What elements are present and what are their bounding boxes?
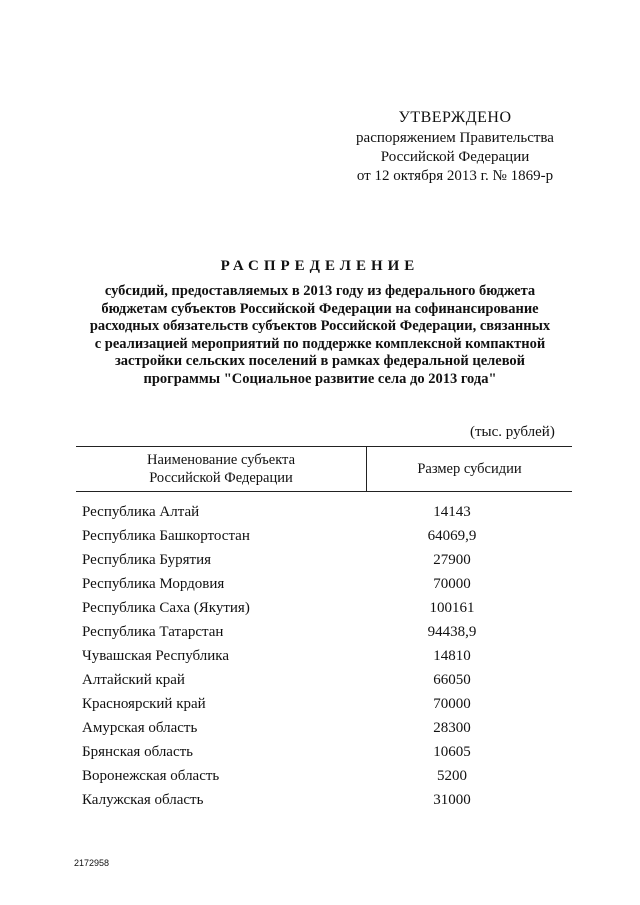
region-name: Республика Алтай — [82, 503, 200, 520]
region-name: Чувашская Республика — [82, 647, 230, 664]
subtitle-line: застройки сельских поселений в рамках федеральной целевой — [114, 353, 526, 369]
subsidy-amount: 100161 — [429, 599, 475, 616]
region-name: Алтайский край — [82, 671, 185, 688]
subsidy-amount: 70000 — [433, 695, 471, 712]
table-row — [76, 596, 572, 620]
header-name-column — [76, 447, 367, 491]
unit-label: (тыс. рублей) — [470, 424, 555, 440]
table-row — [76, 692, 572, 716]
approval-line-2: Российской Федерации — [380, 149, 530, 165]
region-name: Республика Бурятия — [82, 551, 212, 568]
subtitle-line: программы "Социальное развитие села до 2013 года" — [143, 370, 497, 387]
region-name: Республика Мордовия — [82, 575, 225, 592]
subsidy-amount: 70000 — [433, 575, 471, 592]
region-name: Брянская область — [82, 743, 194, 760]
approval-line-1: распоряжением Правительства — [356, 130, 554, 146]
subsidy-amount: 27900 — [433, 551, 471, 568]
region-name: Красноярский край — [82, 695, 206, 712]
table-row — [76, 740, 572, 764]
region-name: Амурская область — [82, 719, 198, 736]
region-name: Воронежская область — [82, 767, 220, 784]
subsidy-amount: 14143 — [433, 503, 471, 520]
approval-block — [340, 108, 570, 186]
document-number: 2172958 — [74, 858, 110, 868]
approval-line-3: от 12 октября 2013 г. № 1869-р — [356, 168, 554, 184]
document-subtitle — [70, 283, 570, 388]
table-row — [76, 668, 572, 692]
subsidy-amount: 14810 — [433, 647, 471, 664]
region-name: Республика Башкортостан — [82, 527, 250, 544]
header-name-line-1: Наименование субъекта — [146, 452, 296, 468]
table-body — [76, 500, 572, 812]
table-row — [76, 644, 572, 668]
table-row — [76, 716, 572, 740]
subsidy-amount: 5200 — [437, 767, 467, 784]
region-name: Калужская область — [82, 791, 204, 808]
table-row — [76, 572, 572, 596]
subtitle-line: расходных обязательств субъектов Российской Федерации, связанных — [89, 318, 551, 334]
table-row — [76, 500, 572, 524]
table-row — [76, 788, 572, 812]
region-name: Республика Саха (Якутия) — [82, 599, 250, 616]
table-row — [76, 620, 572, 644]
subsidy-amount: 94438,9 — [427, 623, 477, 640]
subsidy-amount: 31000 — [433, 791, 471, 808]
document-title: РАСПРЕДЕЛЕНИЕ — [220, 258, 420, 274]
subtitle-line: субсидий, предоставляемых в 2013 году из федерального бюджета — [104, 283, 536, 299]
table-row — [76, 524, 572, 548]
header-name-line-2: Российской Федерации — [149, 470, 293, 486]
subtitle-line: бюджетам субъектов Российской Федерации на софинансирование — [101, 300, 539, 317]
subsidy-amount: 10605 — [433, 743, 471, 760]
region-name: Республика Татарстан — [82, 623, 224, 640]
approval-heading: УТВЕРЖДЕНО — [398, 109, 512, 126]
table-header — [76, 446, 572, 492]
table-row — [76, 764, 572, 788]
subtitle-line: с реализацией мероприятий по поддержке комплексной компактной — [94, 335, 546, 352]
subsidy-amount: 66050 — [433, 671, 471, 688]
subsidy-table — [76, 446, 572, 812]
header-value-column: Размер субсидии — [417, 460, 522, 477]
subsidy-amount: 28300 — [433, 719, 471, 736]
table-row — [76, 548, 572, 572]
subsidy-amount: 64069,9 — [427, 527, 477, 544]
